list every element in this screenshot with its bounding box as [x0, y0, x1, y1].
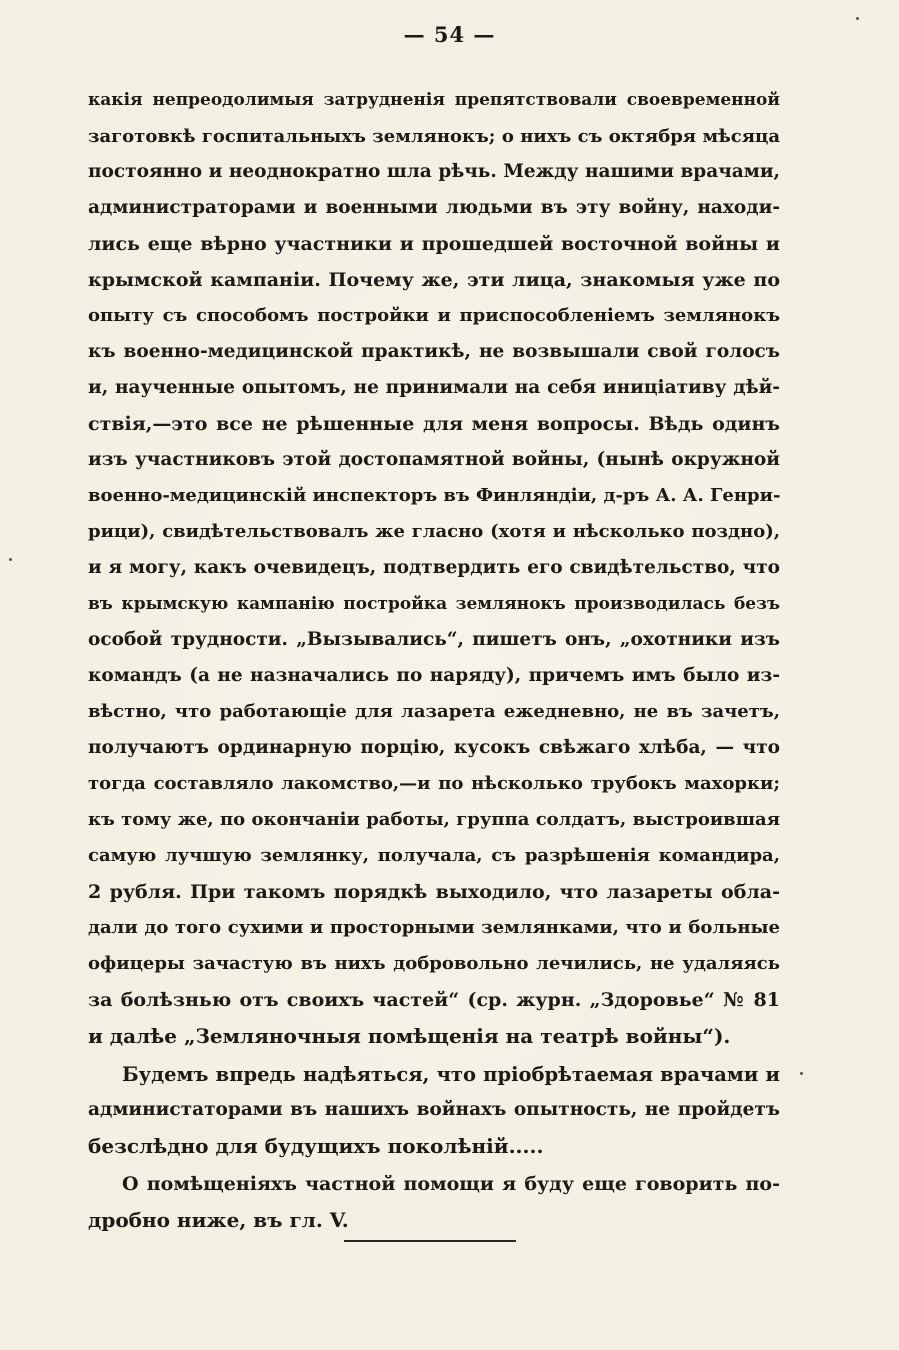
text-line: безслѣдно для будущихъ поколѣній.....: [88, 1134, 544, 1158]
text-line: постоянно и неоднократно шла рѣчь. Между нашими врачами,: [88, 161, 780, 182]
page-number: — 54 —: [403, 22, 496, 47]
paper-speck: [9, 558, 12, 561]
text-line: рици), свидѣтельствовалъ же гласно (хотя и нѣсколько поздно),: [88, 521, 780, 542]
paper-speck: [800, 1072, 803, 1075]
text-line: Будемъ впредь надѣяться, что пріобрѣтаемая врачами и: [122, 1063, 780, 1086]
text-line: и, наученные опытомъ, не принимали на себя иниціативу дѣй-: [88, 377, 780, 398]
text-line: О помѣщеніяхъ частной помощи я буду еще говорить по-: [122, 1173, 780, 1195]
section-end-rule: [344, 1240, 516, 1242]
text-line: дробно ниже, въ гл. V.: [88, 1208, 349, 1232]
text-line: изъ участниковъ этой достопамятной войны, (нынѣ окружной: [88, 449, 780, 470]
text-line: опыту съ способомъ постройки и приспособленіемъ землянокъ: [88, 305, 780, 326]
text-line: крымской кампаніи. Почему же, эти лица, знакомыя уже по: [88, 269, 780, 291]
text-line: командъ (а не назначались по наряду), причемъ имъ было из-: [88, 665, 780, 686]
text-line: ствія,—это все не рѣшенные для меня вопросы. Вѣдь одинъ: [88, 413, 780, 435]
text-line: дали до того сухими и просторными землянками, что и больные: [88, 917, 780, 938]
paper-speck: [856, 17, 859, 20]
text-line: вѣстно, что работающіе для лазарета ежедневно, не въ зачетъ,: [88, 701, 780, 722]
text-line: заготовкѣ госпитальныхъ землянокъ; о нихъ съ октября мѣсяца: [88, 126, 780, 147]
text-line: къ тому же, по окончаніи работы, группа солдатъ, выстроившая: [88, 809, 780, 830]
text-line: какія непреодолимыя затрудненія препятствовали своевременной: [88, 90, 780, 110]
text-line: лись еще вѣрно участники и прошедшей восточной войны и: [88, 233, 780, 255]
text-line: администраторами и военными людьми въ эту войну, находи-: [88, 197, 780, 218]
text-line: 2 рубля. При такомъ порядкѣ выходило, что лазареты обла-: [88, 881, 780, 903]
text-line: администаторами въ нашихъ войнахъ опытность, не пройдетъ: [88, 1099, 780, 1120]
text-line: особой трудности. „Вызывались“, пишетъ онъ, „охотники изъ: [88, 629, 780, 650]
text-line: военно-медицинскій инспекторъ въ Финляндіи, д-ръ А. А. Генри-: [88, 485, 780, 506]
text-line: офицеры зачастую въ нихъ добровольно лечились, не удаляясь: [88, 953, 780, 974]
text-line: въ крымскую кампанію постройка землянокъ производилась безъ: [88, 594, 780, 614]
text-line: и я могу, какъ очевидецъ, подтвердить его свидѣтельство, что: [88, 557, 780, 578]
text-line: къ военно-медицинской практикѣ, не возвышали свой голосъ: [88, 341, 780, 362]
text-line: за болѣзнью отъ своихъ частей“ (ср. журн. „Здоровье“ № 81: [88, 989, 780, 1011]
text-line: получаютъ ординарную порцію, кусокъ свѣжаго хлѣба, — что: [88, 737, 780, 758]
text-line: тогда составляло лакомство,—и по нѣсколько трубокъ махорки;: [88, 773, 780, 794]
text-line: и далѣе „Земляночныя помѣщенія на театрѣ войны“).: [88, 1024, 731, 1048]
text-line: самую лучшую землянку, получала, съ разрѣшенія командира,: [88, 845, 780, 866]
